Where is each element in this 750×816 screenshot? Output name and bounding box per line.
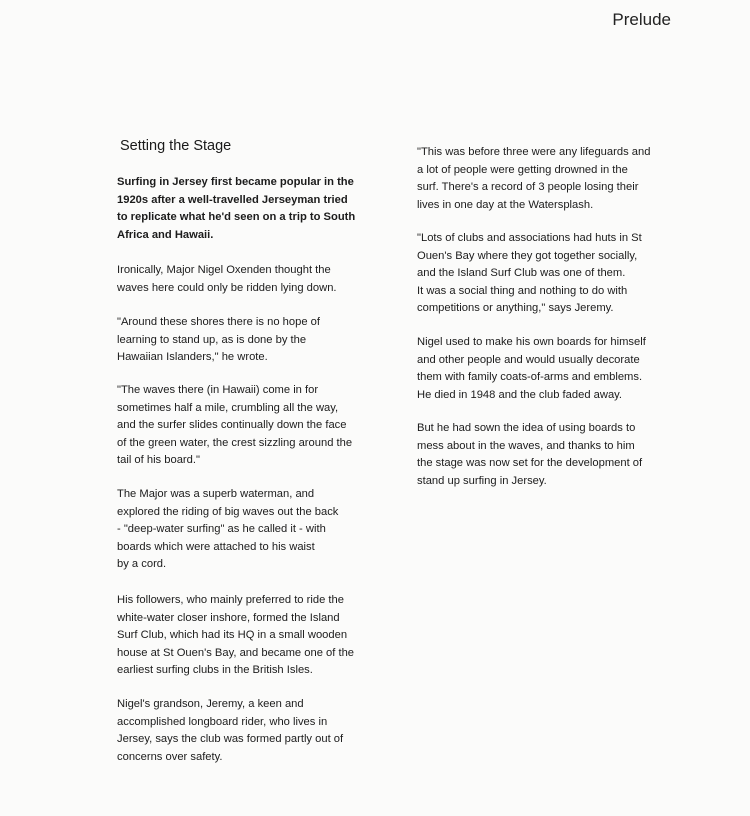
body-paragraph: "Around these shores there is no hope of learning to stand up, as is done by the Hawaiian Islanders," he wrote. <box>117 316 320 364</box>
body-paragraph: The Major was a superb waterman, and explored the riding of big waves out the back - "deep-water surfing" as he called it - with boards which were attached to his waist by a cord. <box>117 488 339 571</box>
section-title: Setting the Stage <box>120 138 232 154</box>
body-paragraph: Ironically, Major Nigel Oxenden thought the waves here could only be ridden lying down. <box>117 264 337 294</box>
body-paragraph: "This was before three were any lifeguards and a lot of people were getting drowned in the surf. There's a record of 3 people losing their lives in one day at the Watersplash. <box>417 146 651 211</box>
page-header-title: Prelude <box>612 10 671 29</box>
body-paragraph: But he had sown the idea of using boards to mess about in the waves, and thanks to him the stage was now set for the development of stand up surfing in Jersey. <box>417 422 643 487</box>
body-paragraph: His followers, who mainly preferred to ride the white-water closer inshore, formed the Island Surf Club, which had its HQ in a small wooden house at St Ouen's Bay, and became one of the earliest surfing clubs in the British Isles. <box>117 594 355 677</box>
body-paragraph: Nigel's grandson, Jeremy, a keen and accomplished longboard rider, who lives in Jersey, says the club was formed partly out of concerns over safety. <box>117 698 344 763</box>
body-paragraph: "The waves there (in Hawaii) come in for sometimes half a mile, crumbling all the way, and the surfer slides continually down the face of the green water, the crest sizzling around the tail of his board." <box>117 384 353 467</box>
lead-paragraph: Surfing in Jersey first became popular in the 1920s after a well-travelled Jerseyman tried to replicate what he'd seen on a trip to South Africa and Hawaii. <box>117 176 356 241</box>
body-paragraph: "Lots of clubs and associations had huts in St Ouen's Bay where they got together socially, and the Island Surf Club was one of them. It was a social thing and nothing to do with competitions or anything," says Jeremy. <box>417 232 642 315</box>
body-paragraph: Nigel used to make his own boards for himself and other people and would usually decorate them with family coats-of-arms and emblems. He died in 1948 and the club faded away. <box>417 336 646 401</box>
